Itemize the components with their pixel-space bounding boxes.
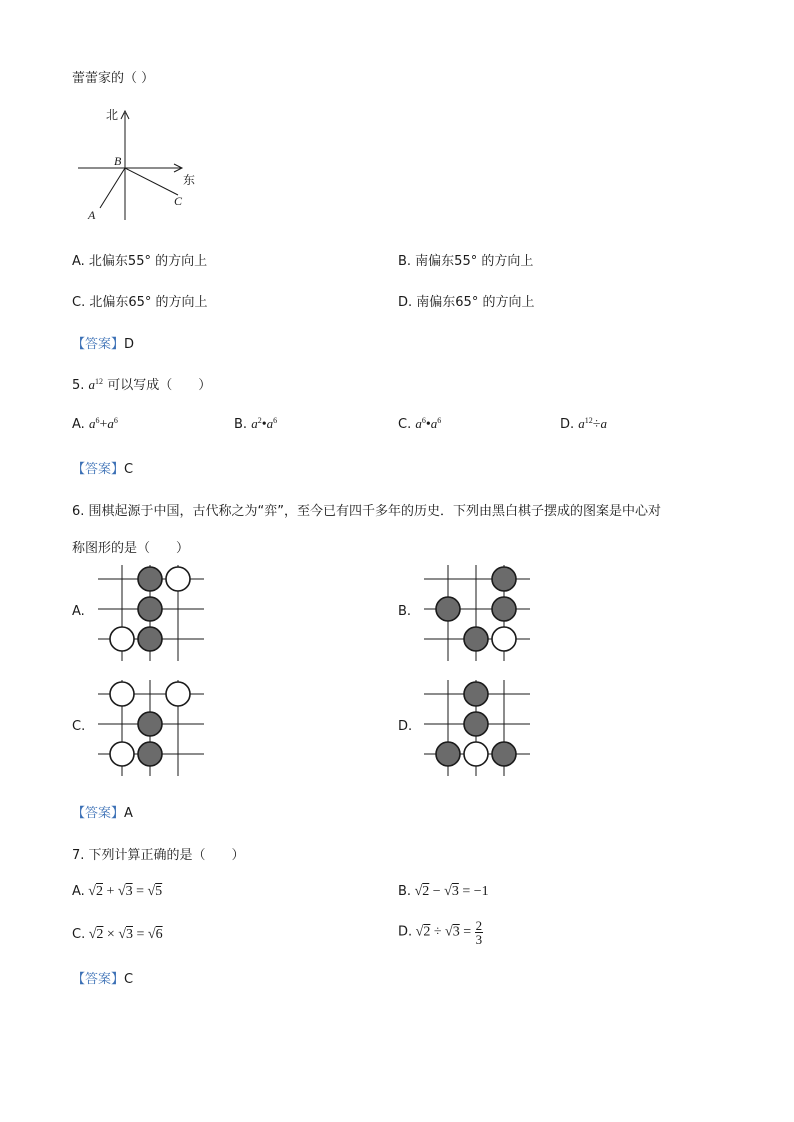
- go-board-b[interactable]: [418, 565, 534, 665]
- black-stone: [492, 597, 516, 621]
- q4-answer-row: [72, 333, 134, 352]
- ray-ba: [100, 168, 125, 208]
- q5-answer: C: [124, 462, 134, 477]
- black-stone: [464, 682, 488, 706]
- q7-option-d[interactable]: D. √2 ÷ √3 = $\frac{2}{3}$: [398, 918, 483, 947]
- q5-number: 5.: [72, 378, 85, 393]
- white-stone: [166, 567, 190, 591]
- white-stone: [166, 682, 190, 706]
- black-stone: [492, 742, 516, 766]
- black-stone: [436, 742, 460, 766]
- q6-stem-line1: 6. 围棋起源于中国，古代称之为“弈”，至今已有四千多年的历史．下列由黑白棋子摆成的图案是中心对: [72, 504, 662, 519]
- q6-label-c[interactable]: C.: [72, 719, 86, 734]
- east-label: 东: [183, 173, 196, 187]
- black-stone: [138, 567, 162, 591]
- black-stone: [138, 597, 162, 621]
- north-label: 北: [106, 108, 119, 122]
- go-board-d[interactable]: [418, 680, 534, 780]
- q4-stem: 蕾蕾家的（ ）: [72, 71, 155, 86]
- q7-option-b[interactable]: B. √2 − √3 = −1: [398, 884, 489, 899]
- white-stone: [110, 742, 134, 766]
- white-stone: [464, 742, 488, 766]
- point-a-label: A: [88, 208, 96, 222]
- white-stone: [110, 627, 134, 651]
- answer-tag: 【答案】: [72, 462, 125, 477]
- black-stone: [492, 567, 516, 591]
- q7-option-c[interactable]: C. √2 × √3 = √6: [72, 927, 163, 942]
- fraction: $\frac{2}{3}$: [475, 918, 483, 947]
- q6-stem-line2: 称图形的是（ ）: [72, 541, 190, 556]
- black-stone: [138, 627, 162, 651]
- q4-answer: D: [124, 337, 135, 352]
- q5-exponent: 12: [95, 377, 104, 386]
- q7-answer: C: [124, 972, 134, 987]
- point-b-label: B: [114, 154, 122, 168]
- q6-label-b[interactable]: B.: [398, 604, 412, 619]
- answer-tag: 【答案】: [72, 337, 125, 352]
- white-stone: [492, 627, 516, 651]
- black-stone: [464, 712, 488, 736]
- point-c-label: C: [174, 194, 183, 208]
- q6-label-a[interactable]: A.: [72, 604, 85, 619]
- answer-tag: 【答案】: [72, 806, 125, 821]
- q4-option-d[interactable]: D. 南偏东65° 的方向上: [398, 295, 535, 310]
- ray-bc: [125, 168, 178, 195]
- black-stone: [464, 627, 488, 651]
- q5-answer-row: [72, 458, 133, 477]
- q7-answer-row: [72, 968, 133, 987]
- go-board-c[interactable]: [92, 680, 208, 780]
- q5-option-b[interactable]: B. $a^2•a^6$: [234, 416, 278, 432]
- answer-tag: 【答案】: [72, 972, 125, 987]
- black-stone: [436, 597, 460, 621]
- q4-option-b[interactable]: B. 南偏东55° 的方向上: [398, 254, 534, 269]
- q5-base: a: [88, 377, 96, 392]
- q7-stem: 7. 下列计算正确的是（ ）: [72, 848, 245, 863]
- black-stone: [138, 712, 162, 736]
- q5-option-d[interactable]: D. $a^{12}\div a$: [560, 416, 607, 432]
- go-board-a[interactable]: [92, 565, 208, 665]
- q5-option-a[interactable]: A. $a^6+a^6$: [72, 416, 118, 432]
- q6-answer-row: [72, 802, 133, 821]
- q6-answer: A: [124, 806, 133, 821]
- q6-label-d[interactable]: D.: [398, 719, 413, 734]
- q5-stem: [72, 374, 211, 393]
- q4-option-c[interactable]: C. 北偏东65° 的方向上: [72, 295, 208, 310]
- q5-stem-rest: 可以写成（ ）: [107, 378, 212, 393]
- q7-option-a[interactable]: A. √2 + √3 = √5: [72, 884, 163, 899]
- direction-diagram: [70, 105, 210, 230]
- black-stone: [138, 742, 162, 766]
- q4-option-a[interactable]: A. 北偏东55° 的方向上: [72, 254, 208, 269]
- white-stone: [110, 682, 134, 706]
- q5-option-c[interactable]: C. $a^6•a^6$: [398, 416, 442, 432]
